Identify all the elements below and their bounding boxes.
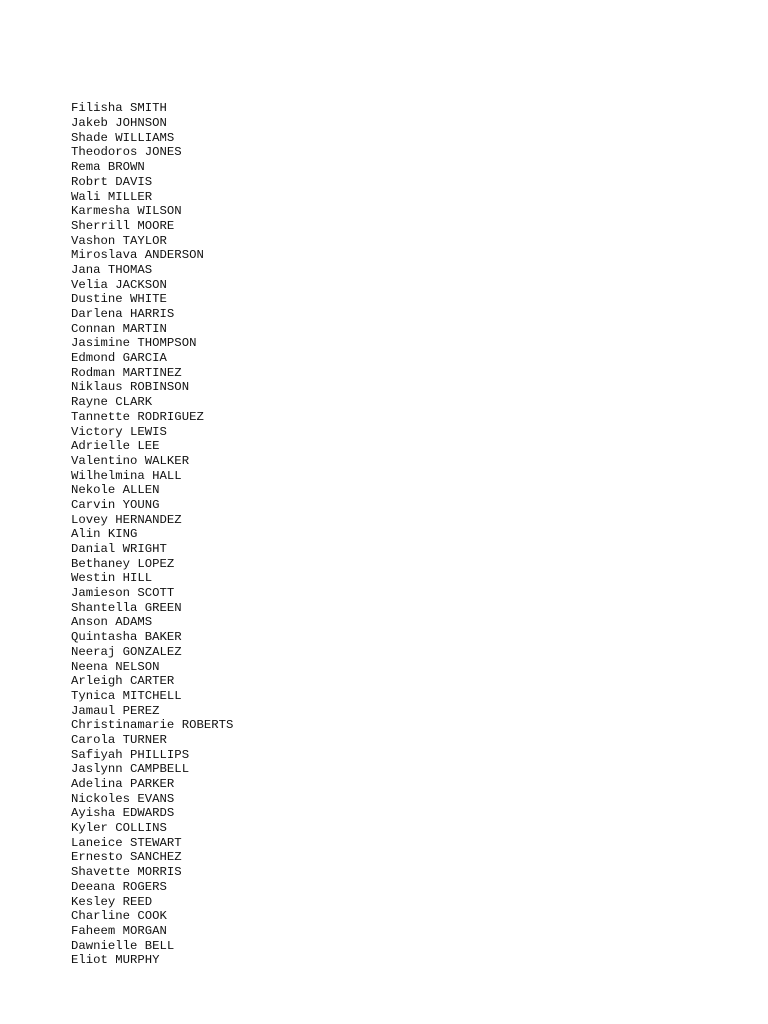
- name-line: Rodman MARTINEZ: [71, 365, 182, 380]
- name-line: Kyler COLLINS: [71, 821, 167, 836]
- name-line: Jaslynn CAMPBELL: [71, 762, 190, 777]
- name-line: Miroslava ANDERSON: [71, 248, 204, 263]
- name-line: Shantella GREEN: [71, 600, 182, 615]
- name-line: Jamaul PEREZ: [71, 703, 160, 718]
- name-line: Nekole ALLEN: [71, 483, 160, 498]
- name-line: Laneice STEWART: [71, 835, 182, 850]
- name-line: Vashon TAYLOR: [71, 233, 167, 248]
- name-line: Karmesha WILSON: [71, 204, 182, 219]
- name-line: Nickoles EVANS: [71, 791, 175, 806]
- name-line: Faheem MORGAN: [71, 923, 167, 938]
- name-line: Wilhelmina HALL: [71, 468, 182, 483]
- name-line: Dustine WHITE: [71, 292, 167, 307]
- name-line: Bethaney LOPEZ: [71, 556, 175, 571]
- name-list: [71, 72, 233, 968]
- name-line: Rayne CLARK: [71, 395, 153, 410]
- name-line: Neeraj GONZALEZ: [71, 644, 182, 659]
- name-line: Filisha SMITH: [71, 101, 167, 116]
- name-line: Tannette RODRIGUEZ: [71, 409, 204, 424]
- name-line: Shavette MORRIS: [71, 865, 182, 880]
- name-line: Deeana ROGERS: [71, 879, 167, 894]
- name-line: Westin HILL: [71, 571, 153, 586]
- name-line: Velia JACKSON: [71, 277, 167, 292]
- name-line: Robrt DAVIS: [71, 174, 153, 189]
- name-line: Theodoros JONES: [71, 145, 182, 160]
- name-line: Quintasha BAKER: [71, 630, 182, 645]
- name-line: Adrielle LEE: [71, 439, 160, 454]
- name-line: Tynica MITCHELL: [71, 688, 182, 703]
- name-line: Connan MARTIN: [71, 321, 167, 336]
- name-line: Arleigh CARTER: [71, 674, 175, 689]
- name-line: Kesley REED: [71, 894, 153, 909]
- name-line: Niklaus ROBINSON: [71, 380, 190, 395]
- name-line: Jamieson SCOTT: [71, 586, 175, 601]
- name-line: Carola TURNER: [71, 732, 167, 747]
- name-line: Dawnielle BELL: [71, 938, 175, 953]
- name-line: Eliot MURPHY: [71, 953, 160, 968]
- name-line: Ayisha EDWARDS: [71, 806, 175, 821]
- name-line: Victory LEWIS: [71, 424, 167, 439]
- name-line: Valentino WALKER: [71, 453, 190, 468]
- name-line: Adelina PARKER: [71, 777, 175, 792]
- name-line: Danial WRIGHT: [71, 542, 167, 557]
- name-line: Charline COOK: [71, 909, 167, 924]
- name-line: Lovey HERNANDEZ: [71, 512, 182, 527]
- name-line: Edmond GARCIA: [71, 351, 167, 366]
- name-line: Anson ADAMS: [71, 615, 153, 630]
- name-line: Jakeb JOHNSON: [71, 116, 167, 131]
- name-line: Alin KING: [71, 527, 138, 542]
- name-line: Christinamarie ROBERTS: [71, 718, 234, 733]
- name-line: Rema BROWN: [71, 160, 145, 175]
- name-line: Ernesto SANCHEZ: [71, 850, 182, 865]
- name-line: Carvin YOUNG: [71, 497, 160, 512]
- name-line: Jana THOMAS: [71, 262, 153, 277]
- name-line: Safiyah PHILLIPS: [71, 747, 190, 762]
- name-line: Wali MILLER: [71, 189, 153, 204]
- name-line: Jasimine THOMPSON: [71, 336, 197, 351]
- name-line: Neena NELSON: [71, 659, 160, 674]
- name-line: Darlena HARRIS: [71, 307, 175, 322]
- name-line: Shade WILLIAMS: [71, 130, 175, 145]
- name-line: Sherrill MOORE: [71, 218, 175, 233]
